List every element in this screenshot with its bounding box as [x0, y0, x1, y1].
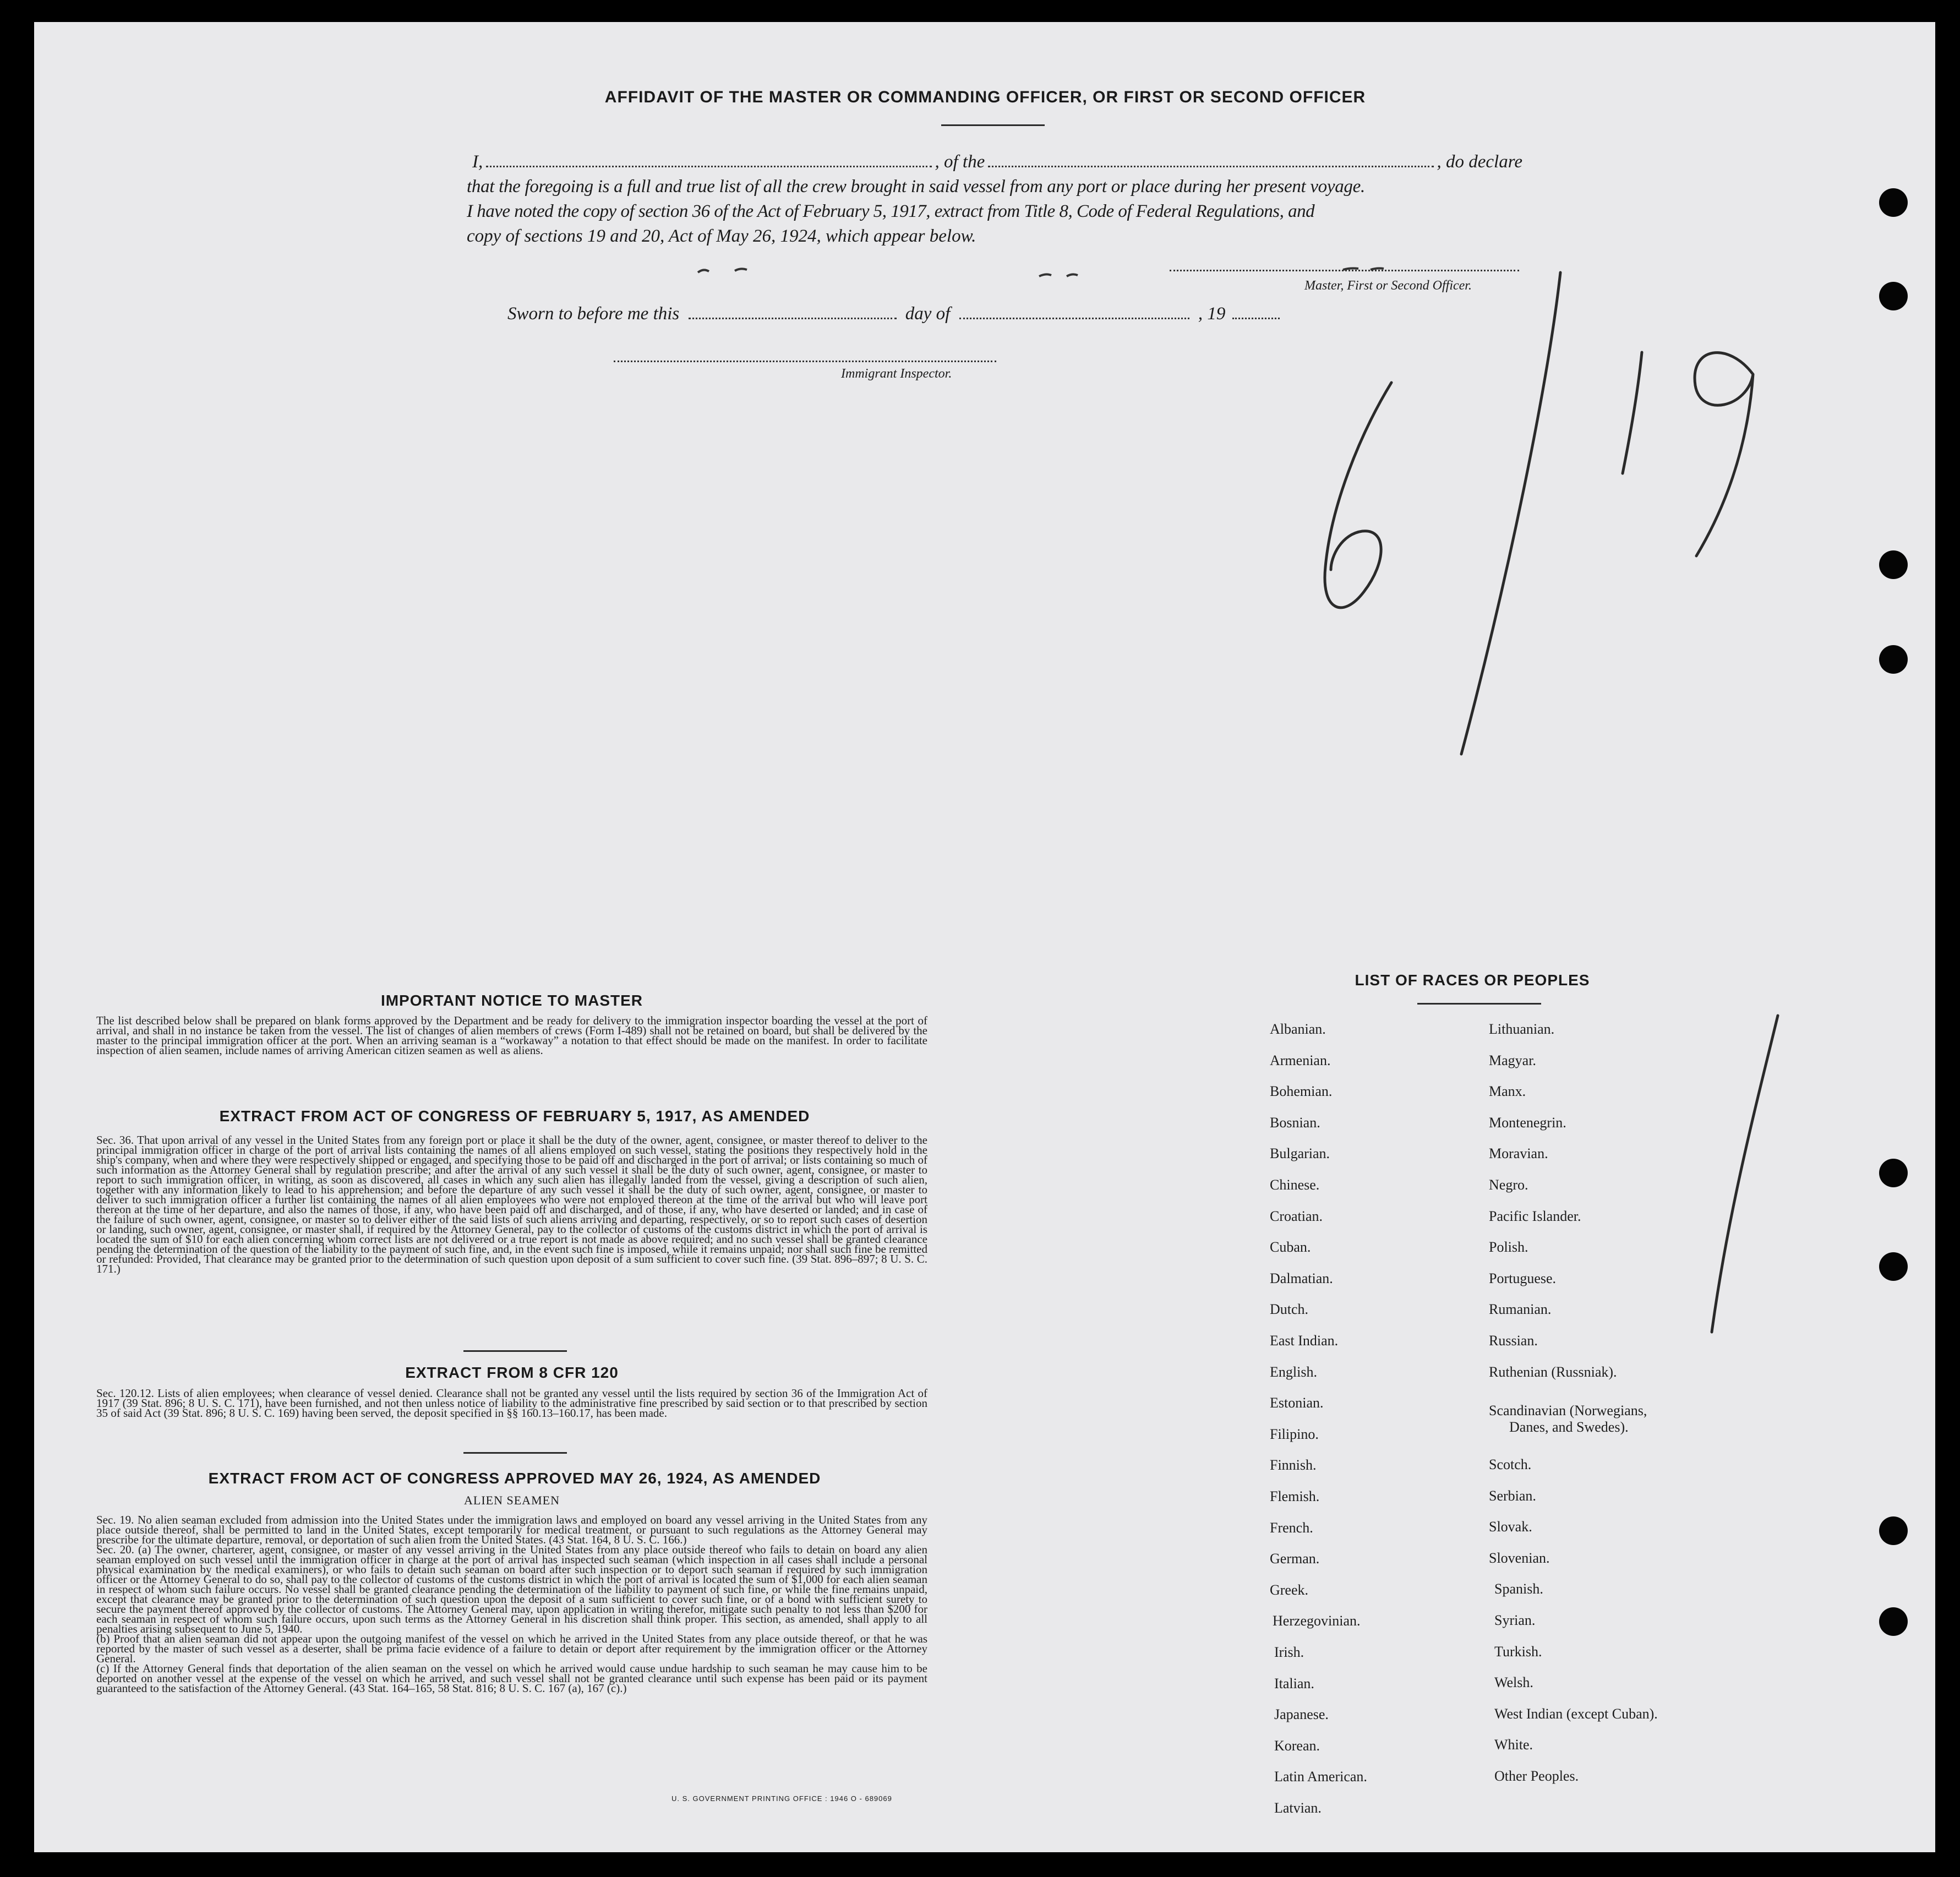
race-item: Danes, and Swedes).: [1509, 1419, 1629, 1435]
declaration-line: that the foregoing is a full and true list of all the crew brought in said vessel from any port or place during her present voyage.: [467, 177, 1365, 197]
race-item: Rumanian.: [1489, 1301, 1552, 1318]
race-item: Cuban.: [1270, 1239, 1311, 1256]
race-item: Finnish.: [1270, 1457, 1317, 1474]
race-item: Welsh.: [1494, 1674, 1533, 1691]
race-item: Turkish.: [1494, 1643, 1542, 1660]
race-item: Syrian.: [1494, 1612, 1536, 1628]
extract-1917-title: EXTRACT FROM ACT OF CONGRESS OF FEBRUARY 5, 1917, AS AMENDED: [219, 1107, 810, 1125]
extract-cfr-title: EXTRACT FROM 8 CFR 120: [405, 1364, 619, 1381]
race-item: Ruthenian (Russniak).: [1489, 1363, 1617, 1380]
master-caption: Master, First or Second Officer.: [1304, 279, 1472, 293]
race-item: Magyar.: [1489, 1052, 1536, 1068]
notice-title: IMPORTANT NOTICE TO MASTER: [380, 992, 643, 1009]
race-item: Japanese.: [1274, 1706, 1329, 1723]
sworn-label: Sworn to before me this: [507, 304, 680, 324]
alien-seamen-subtitle: ALIEN SEAMEN: [464, 1493, 560, 1507]
race-item: Pacific Islander.: [1489, 1208, 1581, 1224]
race-item: Latin American.: [1274, 1769, 1367, 1785]
extract-1917-text: Sec. 36. That upon arrival of any vessel in the United States from any foreign port or place it shall be the duty of the owner, agent, consignee, or master thereof to deliver to the principal immigration officer in charge of the port of arrival lists containing the names of all aliens employed on such vessel, stating the positions they respectively hold in the ship's company, when and where they were respectively shipped or engaged, and specifying those to be paid off and discharged in the port of arrival; or lists containing so much of such information as the Attorney General shall by regulation prescribe; and after the arrival of any such vessel it shall be the duty of such owner, agent, consignee, or master to report to such immigration officer, in writing, as soon as discovered, all cases in which any such alien has illegally landed from the vessel, giving a description of such alien, together with any information likely to lead to his apprehension; and before the departure of any such vessel it shall be the duty of such owner, agent, consignee, or master to deliver to such immigration officer a further list containing the names of all alien employees who were not employed thereon at the time of the arrival but who will leave port thereon at the time of her departure, and also the names of those, if any, who have been paid off and discharged, and of those, if any, who have deserted or landed; and in case of the failure of such owner, agent, consignee, or master so to deliver either of the said lists of such aliens arriving and departing, respectively, or so to report such cases of desertion or landing, such owner, agent, consignee, or master shall, if required by the Attorney General, pay to the collector of customs of the customs district in which the port of arrival is located the sum of $10 for each alien concerning whom correct lists are not delivered or a true report is not made as above required; and no such vessel shall be granted clearance pending the determination of the question of the liability to the payment of such fine, and, in the event such fine is imposed, while it remains unpaid; nor shall such fine be remitted or refunded: Provided, That clearance may be granted prior to the determination of such question upon deposit of a sum sufficient to cover such fine. (39 Stat. 896–897; 8 U. S. C. 171.): [96, 1133, 927, 1275]
race-item: Other Peoples.: [1494, 1768, 1579, 1784]
of-the-label: , of the: [935, 152, 985, 172]
race-item: Dutch.: [1270, 1301, 1309, 1318]
race-item: Herzegovinian.: [1273, 1613, 1361, 1629]
race-item: English.: [1270, 1363, 1317, 1380]
race-item: Dalmatian.: [1270, 1270, 1333, 1286]
race-item: Albanian.: [1270, 1021, 1326, 1037]
race-item: Armenian.: [1270, 1052, 1331, 1068]
race-item: Scotch.: [1489, 1456, 1532, 1472]
race-item: Italian.: [1274, 1675, 1314, 1692]
race-item: Filipino.: [1270, 1426, 1319, 1442]
race-item: Bosnian.: [1270, 1114, 1320, 1131]
race-item: Slovenian.: [1489, 1549, 1550, 1566]
race-item: Greek.: [1270, 1581, 1309, 1598]
race-item: French.: [1270, 1519, 1313, 1536]
extract-1924-title: EXTRACT FROM ACT OF CONGRESS APPROVED MAY 26, 1924, AS AMENDED: [208, 1470, 821, 1487]
race-item: Slovak.: [1489, 1519, 1532, 1535]
race-item: Croatian.: [1270, 1208, 1323, 1224]
sec-19-text: Sec. 19. No alien seaman excluded from admission into the United States under the immigration laws and employed on board any vessel arriving in the United States from any place outside thereof, shall be permitted to land in the United States, except temporarily for medical treatment, or pursuant to such regulations as the Attorney General may prescribe for the ultimate departure, removal, or deportation of such alien from the United States. (43 Stat. 164, 8 U. S. C. 166.): [96, 1513, 927, 1546]
race-item: East Indian.: [1270, 1333, 1339, 1349]
day-of-label: day of: [905, 304, 951, 324]
sec-20b-text: (b) Proof that an alien seaman did not appear upon the outgoing manifest of the vessel on which he arrived in the United States from any place outside thereof, or that he was reported by the master of such vessel as a deserter, shall be prima facie evidence of a failure to detain or deport after requirement by the immigration officer or the Attorney General.: [96, 1632, 927, 1665]
race-item: Korean.: [1274, 1737, 1320, 1754]
race-item: West Indian (except Cuban).: [1494, 1705, 1658, 1722]
race-item: Chinese.: [1270, 1177, 1320, 1193]
race-item: Scandinavian (Norwegians,: [1489, 1403, 1647, 1418]
notice-text: The list described below shall be prepared on blank forms approved by the Department and be ready for delivery to the immigration inspector boarding the vessel at the port of arrival, and shall in no instance be taken from the vessel. The list of changes of alien members of crews (Form I-489) shall not be retained on board, but shall be delivered by the master to the principal immigration officer at the port. When an arriving seaman is a “workaway” a notation to that effect should be made on the manifest. In order to facilitate inspection of alien seamen, include names of arriving American citizen seamen as well as aliens.: [96, 1014, 927, 1057]
race-item: Polish.: [1489, 1239, 1528, 1256]
race-item: Spanish.: [1494, 1581, 1543, 1597]
declaration-line: I have noted the copy of section 36 of the Act of February 5, 1917, extract from Title 8, Code of Federal Regulations, and: [467, 201, 1315, 221]
section-rule: [463, 1452, 567, 1454]
race-item: White.: [1494, 1737, 1533, 1753]
race-item: Flemish.: [1270, 1488, 1320, 1504]
race-item: Montenegrin.: [1489, 1114, 1566, 1131]
races-title-rule: [1417, 1003, 1541, 1005]
race-item: Portuguese.: [1489, 1270, 1557, 1286]
i-label: I,: [472, 152, 483, 172]
race-item: Bohemian.: [1270, 1083, 1333, 1100]
race-item: Lithuanian.: [1489, 1021, 1555, 1037]
race-item: Serbian.: [1489, 1487, 1536, 1504]
declaration-line: copy of sections 19 and 20, Act of May 26, 1924, which appear below.: [467, 226, 976, 246]
sec-20c-text: (c) If the Attorney General finds that deportation of the alien seaman on the vessel on which he arrived would cause undue hardship to such seaman he may cause him to be deported on another vessel at the expense of the vessel on which he arrived, and such vessel shall not be granted clearance until such expense has been paid or its payment guaranteed to the satisfaction of the Attorney General. (43 Stat. 164–165, 58 Stat. 816; 8 U. S. C. 167 (a), 167 (c).): [96, 1662, 927, 1695]
race-item: Bulgarian.: [1270, 1145, 1330, 1162]
race-item: Moravian.: [1489, 1145, 1548, 1162]
race-item: Irish.: [1274, 1644, 1304, 1660]
race-item: German.: [1270, 1551, 1320, 1567]
race-item: Negro.: [1489, 1177, 1528, 1193]
race-item: Estonian.: [1270, 1395, 1324, 1411]
races-title: LIST OF RACES OR PEOPLES: [1355, 972, 1590, 989]
race-item: Manx.: [1489, 1083, 1526, 1100]
affidavit-title: AFFIDAVIT OF THE MASTER OR COMMANDING OFFICER, OR FIRST OR SECOND OFFICER: [604, 88, 1366, 106]
year-label: , 19: [1198, 304, 1226, 324]
inspector-caption: Immigrant Inspector.: [841, 367, 952, 381]
do-declare-label: , do declare: [1437, 152, 1522, 172]
race-item: Latvian.: [1274, 1800, 1322, 1816]
section-rule: [463, 1350, 567, 1352]
race-item: Russian.: [1489, 1333, 1538, 1349]
printer-imprint: U. S. GOVERNMENT PRINTING OFFICE : 1946 O - 689069: [671, 1794, 892, 1803]
extract-1924-body: [96, 1515, 927, 1693]
extract-cfr-text: Sec. 120.12. Lists of alien employees; when clearance of vessel denied. Clearance shall not be granted any vessel until the lists required by section 36 of the Immigration Act of 1917 (39 Stat. 896; 8 U. S. C. 171), have been furnished, and not then unless notice of liability to the administrative fine prescribed by said section or to that prescribed by section 35 of said Act (39 Stat. 896; 8 U. S. C. 169) having been served, the deposit specified in §§ 160.13–160.17, has been made.: [96, 1387, 927, 1420]
sec-20a-text: Sec. 20. (a) The owner, charterer, agent, consignee, or master of any vessel arriving in the United States from any place outside thereof who fails to detain on board any alien seaman employed on such vessel until the immigration officer in charge at the port of arrival has inspected such seaman (which inspection in all cases shall include a personal physical examination by the medical examiners), or who fails to detain such seaman on board after such inspection or to deport such seaman if required by such immigration officer or the Attorney General to do so, shall pay to the collector of customs of the customs district in which the port of arrival is located the sum of $1,000 for each alien seaman in respect of whom such failure occurs. No vessel shall be granted clearance pending the determination of the liability to payment of such fine, or while the fine remains unpaid, except that clearance may be granted prior to the determination of such question upon the deposit of a sum sufficient to cover such fine, or of a bond with sufficient surety to secure the payment thereof approved by the collector of customs. The Attorney General may, upon application in writing therefor, mitigate such penalty to not less than $200 for each seaman in respect of whom such failure occurs, upon such terms as the Attorney General in his discretion shall think proper. This section, as amended, shall apply to all penalties arising subsequent to June 5, 1940.: [96, 1543, 927, 1635]
